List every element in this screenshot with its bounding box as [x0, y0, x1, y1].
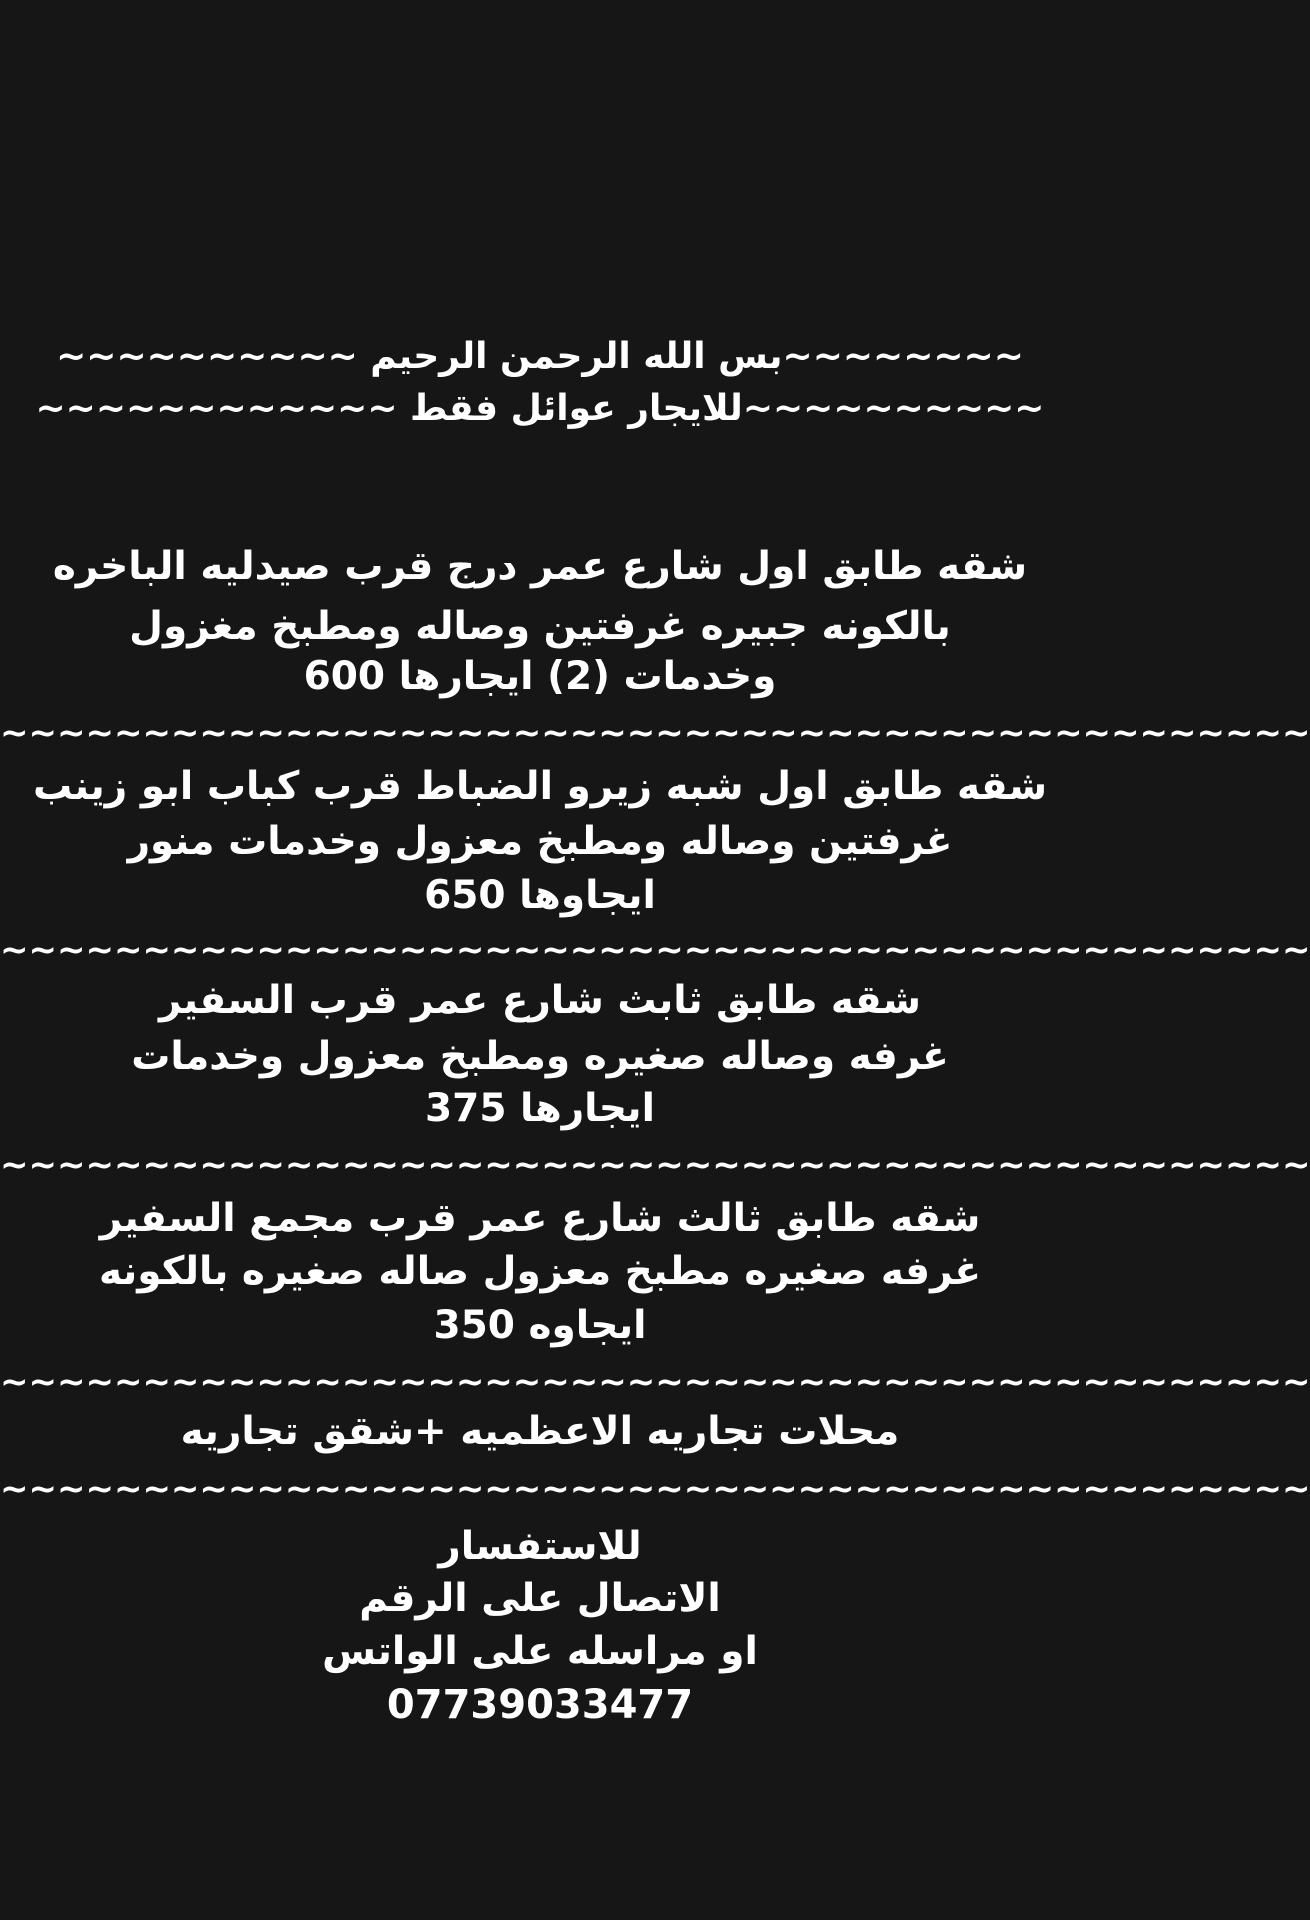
- listing-4-line-3: ايجاوه 350: [433, 1303, 647, 1348]
- separator-5: ~~~~~~~~~~~~~~~~~~~~~~~~~~~~~~~~~~~~~~~~~~~~~~: [0, 1469, 1310, 1509]
- listing-4-line-1: شقه طابق ثالث شارع عمر قرب مجمع السفير: [99, 1196, 981, 1241]
- shops-line: محلات تجاريه الاعظميه +شقق تجاريه: [180, 1409, 900, 1454]
- separator-1: ~~~~~~~~~~~~~~~~~~~~~~~~~~~~~~~~~~~~~~~~~~~~~~: [0, 713, 1310, 753]
- contact-inquiry: للاستفسار: [438, 1524, 642, 1569]
- listing-1-line-3: وخدمات (2) ايجارها 600: [303, 654, 777, 699]
- listing-3-line-1: شقه طابق ثابث شارع عمر قرب السفير: [158, 978, 921, 1023]
- listing-3-line-3: ايجارها 375: [425, 1086, 655, 1131]
- listing-2-line-2: غرفتين وصاله ومطبخ معزول وخدمات منور: [127, 819, 953, 864]
- separator-4: ~~~~~~~~~~~~~~~~~~~~~~~~~~~~~~~~~~~~~~~~~~~~~~: [0, 1362, 1310, 1402]
- listing-3-line-2: غرفه وصاله صغيره ومطبخ معزول وخدمات: [131, 1034, 949, 1079]
- contact-call: الاتصال على الرقم: [359, 1576, 721, 1621]
- listing-4-line-2: غرفه صغيره مطبخ معزول صاله صغيره بالكونه: [98, 1249, 981, 1294]
- listing-2-line-1: شقه طابق اول شبه زيرو الضباط قرب كباب ابو زينب: [32, 764, 1048, 809]
- contact-whatsapp: او مراسله على الواتس: [322, 1629, 758, 1674]
- separator-2: ~~~~~~~~~~~~~~~~~~~~~~~~~~~~~~~~~~~~~~~~~~~~~~: [0, 930, 1310, 970]
- listing-1-line-2: بالكونه جبيره غرفتين وصاله ومطبخ مغزول: [129, 604, 951, 649]
- listing-2-line-3: ايجاوها 650: [424, 873, 656, 918]
- listing-1-line-1: شقه طابق اول شارع عمر درج قرب صيدليه الباخره: [52, 544, 1028, 589]
- contact-phone-number: 07739033477: [386, 1682, 694, 1728]
- separator-3: ~~~~~~~~~~~~~~~~~~~~~~~~~~~~~~~~~~~~~~~~~~~~~~: [0, 1145, 1310, 1185]
- bismillah-header: ~~~~~~~~بس الله الرحمن الرحيم ~~~~~~~~~~: [56, 336, 1024, 377]
- families-only-header: ~~~~~~~~~~للايجار عوائل فقط ~~~~~~~~~~~~: [35, 388, 1045, 429]
